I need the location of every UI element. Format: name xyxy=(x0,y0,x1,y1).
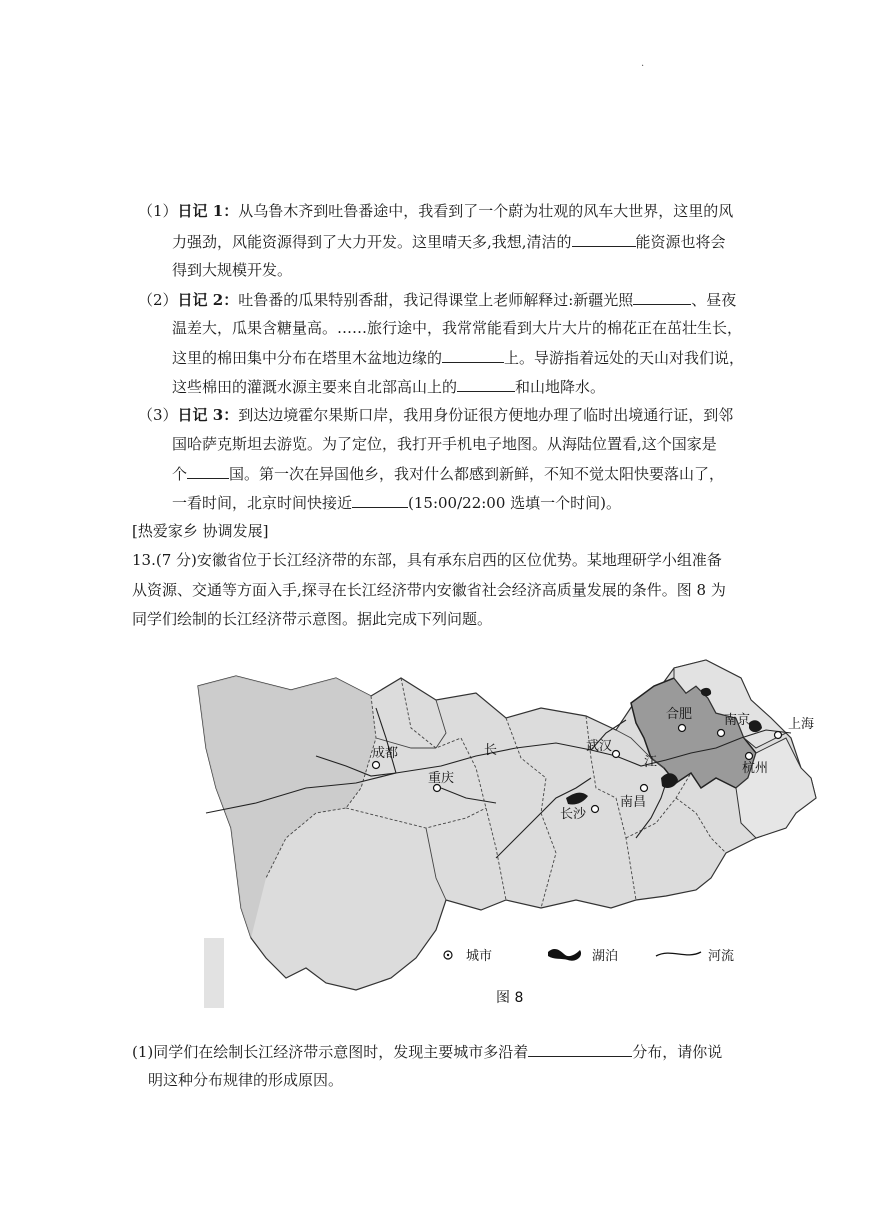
city-label-hangzhou: 杭州 xyxy=(742,761,769,776)
diary3-line1: （3）日记 3：到达边境霍尔果斯口岸，我用身份证很方便地办理了临时出境通行证，到邻 xyxy=(138,406,734,424)
answer-blank[interactable] xyxy=(457,376,515,392)
city-marker-wuhan xyxy=(613,751,620,758)
answer-blank[interactable] xyxy=(633,289,691,305)
diary2-line1: （2）日记 2：吐鲁番的瓜果特别香甜，我记得课堂上老师解释过:新疆光照 、昼夜 xyxy=(138,291,737,309)
answer-blank[interactable] xyxy=(442,347,504,363)
q13-line2: 从资源、交通等方面入手,探寻在长江经济带内安徽省社会经济高质量发展的条件。图 8 为 xyxy=(132,581,726,599)
diary1-line3: 得到大规模开发。 xyxy=(172,261,293,279)
city-marker-hangzhou xyxy=(746,753,753,760)
diary3-line4: 一看时间，北京时间快接近 (15:00/22:00 选填一个时间)。 xyxy=(172,494,621,512)
city-marker-hefei xyxy=(679,725,686,732)
city-marker-shanghai xyxy=(775,732,782,739)
answer-blank[interactable] xyxy=(352,492,408,508)
legend-river-label: 河流 xyxy=(708,949,735,964)
answer-blank[interactable] xyxy=(187,463,229,479)
q1-line1: (1)同学们在绘制长江经济带示意图时，发现主要城市多沿着 分布，请你说 xyxy=(132,1043,723,1061)
diary2-line3: 这里的棉田集中分布在塔里木盆地边缘的 上。导游指着远处的天山对我们说， xyxy=(172,349,745,367)
city-label-nanjing: 南京 xyxy=(724,713,751,728)
city-marker-chengdu xyxy=(373,762,380,769)
diary2-line4: 这些棉田的灌溉水源主要来自北部高山上的 和山地降水。 xyxy=(172,378,606,396)
city-label-chongqing: 重庆 xyxy=(428,771,455,786)
river-label-jiang: 江 xyxy=(644,755,658,770)
map-scan-artifact xyxy=(204,938,224,1008)
city-marker-nanchang xyxy=(641,785,648,792)
diary1-line1: （1）日记 1：从乌鲁木齐到吐鲁番途中，我看到了一个蔚为壮观的风车大世界，这里的风 xyxy=(138,202,734,220)
q13-line3: 同学们绘制的长江经济带示意图。据此完成下列问题。 xyxy=(132,610,493,628)
city-label-nanchang: 南昌 xyxy=(620,795,647,810)
answer-blank[interactable] xyxy=(572,231,636,247)
diary2-line2: 温差大，瓜果含糖量高。……旅行途中，我常常能看到大片大片的棉花正在茁壮生长， xyxy=(172,319,743,337)
river-label-chang: 长 xyxy=(484,743,498,758)
section-heading: [热爱家乡 协调发展] xyxy=(132,522,269,540)
legend-lake-label: 湖泊 xyxy=(592,949,619,964)
q13-line1: 13.(7 分)安徽省位于长江经济带的东部，具有承东启西的区位优势。某地理研学小组准备 xyxy=(132,551,722,569)
city-label-shanghai: 上海 xyxy=(788,717,815,732)
legend-city-label: 城市 xyxy=(466,949,493,964)
figure-caption: 图 8 xyxy=(496,990,524,1006)
q1-line2: 明这种分布规律的形成原因。 xyxy=(148,1071,344,1089)
page-mark: . xyxy=(641,58,645,69)
chaohu-lake xyxy=(701,688,711,696)
city-marker-nanjing xyxy=(718,730,725,737)
city-label-chengdu: 成都 xyxy=(372,746,399,761)
yangtze-economic-belt-map xyxy=(196,638,832,1018)
diary3-line3: 个 国。第一次在异国他乡，我对什么都感到新鲜，不知不觉太阳快要落山了， xyxy=(172,465,725,483)
city-marker-changsha xyxy=(592,806,599,813)
city-label-hefei: 合肥 xyxy=(666,707,693,722)
answer-blank[interactable] xyxy=(528,1041,632,1057)
diary3-line2: 国哈萨克斯坦去游览。为了定位，我打开手机电子地图。从海陆位置看,这个国家是 xyxy=(172,435,717,453)
city-label-wuhan: 武汉 xyxy=(586,739,613,754)
diary1-line2: 力强劲，风能资源得到了大力开发。这里晴天多,我想,清洁的 能资源也将会 xyxy=(172,233,726,251)
city-label-changsha: 长沙 xyxy=(560,807,587,822)
